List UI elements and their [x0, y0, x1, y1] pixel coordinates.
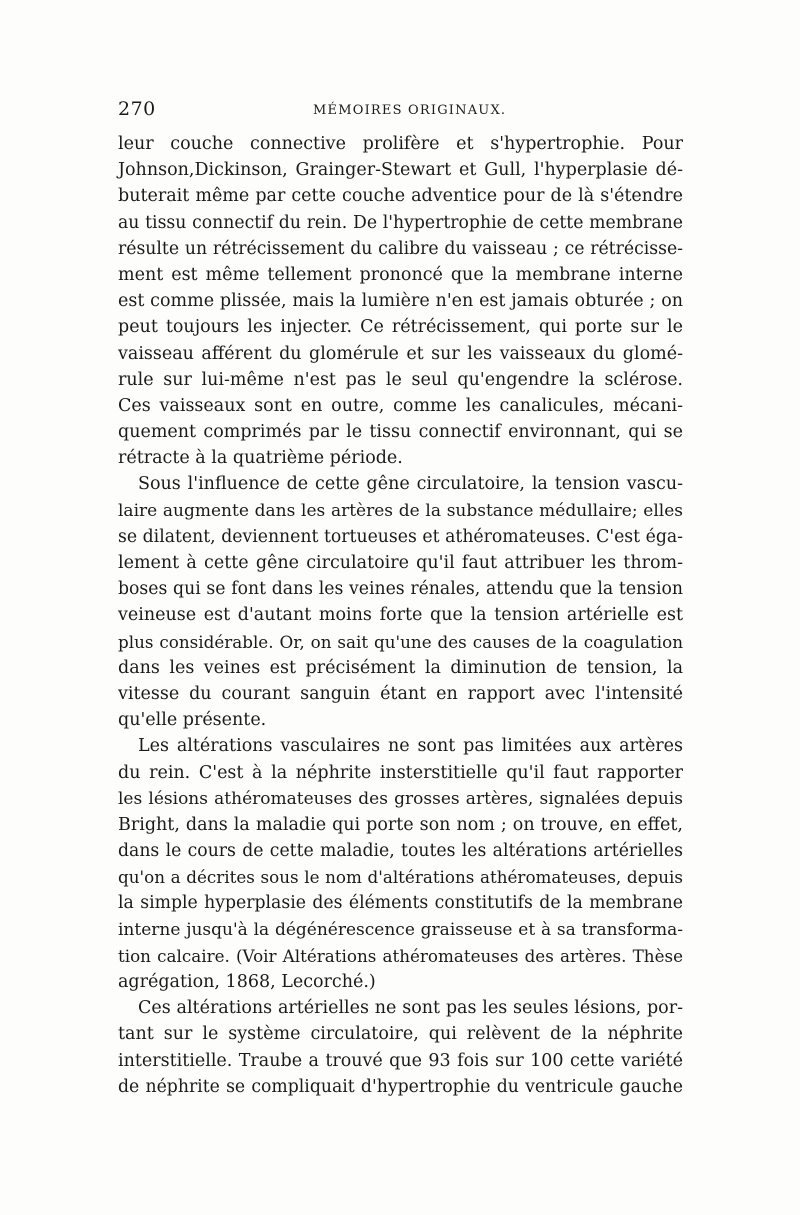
- text-line: Johnson,Dickinson, Grainger-Stewart et Gull, l'hyperplasie dé-: [118, 160, 683, 181]
- body-text: [118, 131, 683, 1100]
- text-line: du rein. C'est à la néphrite insterstitielle qu'il faut rapporter: [118, 762, 683, 783]
- text-line: dans le cours de cette maladie, toutes les altérations artérielles: [118, 841, 683, 862]
- text-line: se dilatent, deviennent tortueuses et athéromateuses. C'est éga-: [118, 526, 683, 547]
- running-head: MÉMOIRES ORIGINAUX.: [313, 103, 507, 118]
- text-line: dans les veines est précisément la diminution de tension, la: [118, 657, 683, 678]
- text-line: veineuse est d'autant moins forte que la tension artérielle est: [118, 605, 683, 626]
- text-line: vitesse du courant sanguin étant en rapport avec l'intensité: [118, 683, 683, 704]
- text-line: les lésions athéromateuses des grosses artères, signalées depuis: [118, 788, 683, 809]
- text-line: leur couche connective prolifère et s'hypertrophie. Pour: [118, 134, 683, 154]
- text-line: Ces altérations artérielles ne sont pas les seules lésions, por-: [138, 998, 683, 1019]
- text-line: laire augmente dans les artères de la substance médullaire; elles: [118, 500, 683, 521]
- text-line: qu'on a décrites sous le nom d'altérations athéromateuses, depuis: [118, 867, 683, 888]
- text-line: qu'elle présente.: [118, 710, 267, 731]
- text-line: buterait même par cette couche adventice pour de là s'étendre: [118, 186, 683, 207]
- text-line: vaisseau afférent du glomérule et sur les vaisseaux du glomé-: [118, 343, 683, 364]
- text-line: agrégation, 1868, Lecorché.): [118, 972, 376, 992]
- text-line: interstitielle. Traube a trouvé que 93 fois sur 100 cette variété: [118, 1050, 683, 1071]
- text-line: rule sur lui-même n'est pas le seul qu'engendre la sclérose.: [118, 369, 683, 390]
- page-number: 270: [118, 98, 156, 120]
- text-line: est comme plissée, mais la lumière n'en est jamais obturée ; on: [118, 291, 683, 312]
- text-line: peut toujours les injecter. Ce rétrécissement, qui porte sur le: [118, 317, 683, 338]
- text-line: Sous l'influence de cette gêne circulatoire, la tension vascu-: [138, 474, 683, 495]
- text-line: résulte un rétrécissement du calibre du vaisseau ; ce rétrécisse-: [118, 238, 683, 259]
- text-line: boses qui se font dans les veines rénales, attendu que la tension: [118, 579, 683, 600]
- text-line: Les altérations vasculaires ne sont pas limitées aux artères: [138, 736, 683, 757]
- text-line: Ces vaisseaux sont en outre, comme les canalicules, mécani-: [118, 395, 683, 416]
- text-line: lement à cette gêne circulatoire qu'il faut attribuer les throm-: [118, 553, 683, 573]
- text-line: interne jusqu'à la dégénérescence graisseuse et à sa transforma-: [118, 919, 683, 940]
- text-line: ment est même tellement prononcé que la membrane interne: [118, 264, 683, 285]
- text-line: de néphrite se compliquait d'hypertrophie du ventricule gauche: [118, 1076, 683, 1097]
- text-line: Bright, dans la maladie qui porte son nom ; on trouve, en effet,: [118, 814, 683, 835]
- text-line: quement comprimés par le tissu connectif environnant, qui se: [118, 422, 683, 443]
- text-line: tion calcaire. (Voir Altérations athéromateuses des artères. Thèse: [118, 945, 683, 966]
- page-header: [118, 98, 683, 124]
- text-line: tant sur le système circulatoire, qui relèvent de la néphrite: [118, 1024, 683, 1045]
- text-line: au tissu connectif du rein. De l'hypertrophie de cette membrane: [118, 212, 683, 233]
- text-line: rétracte à la quatrième période.: [118, 448, 403, 469]
- text-line: la simple hyperplasie des éléments constitutifs de la membrane: [118, 893, 683, 914]
- text-line: plus considérable. Or, on sait qu'une des causes de la coagulation: [118, 631, 683, 652]
